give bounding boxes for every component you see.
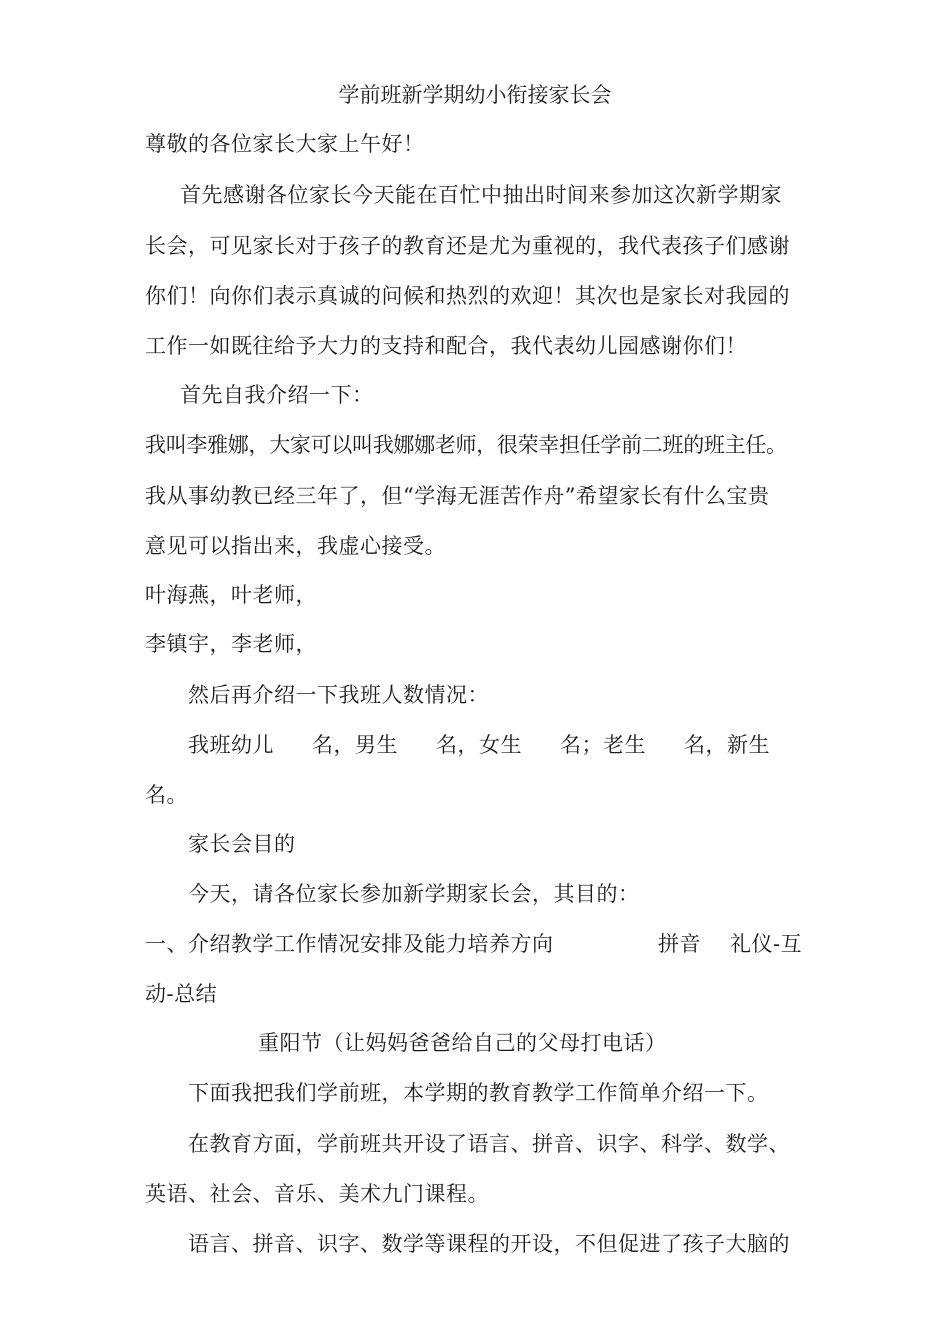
document-title: 学前班新学期幼小衔接家长会 xyxy=(338,83,612,107)
paragraph-1-line-4: 工作一如既往给予大力的支持和配合，我代表幼儿园感谢你们！ xyxy=(145,334,747,358)
intro-work-line: 下面我把我们学前班，本学期的教育教学工作简单介绍一下。 xyxy=(188,1081,769,1105)
item-1-etiquette: 礼仪-互 xyxy=(730,932,803,956)
language-line: 语言、拼音、识字、数学等课程的开设，不但促进了孩子大脑的 xyxy=(188,1232,790,1256)
paragraph-1-line-3: 你们！向你们表示真诚的问候和热烈的欢迎！其次也是家长对我园的 xyxy=(145,284,790,308)
paragraph-1-line-2: 长会，可见家长对于孩子的教育还是尤为重视的，我代表孩子们感谢 xyxy=(145,234,790,258)
class-count-part-4: 名；老生 xyxy=(560,733,646,757)
teacher-2: 李镇宇，李老师， xyxy=(145,632,317,656)
self-intro-line-2: 我从事幼教已经三年了，但“学海无涯苦作舟”希望家长有什么宝贵 xyxy=(145,484,770,508)
self-intro-line-1: 我叫李雅娜，大家可以叫我娜娜老师，很荣幸担任学前二班的班主任。 xyxy=(145,433,787,457)
teacher-1: 叶海燕，叶老师， xyxy=(145,583,317,607)
class-count-part-5: 名，新生 xyxy=(684,733,770,757)
festival-line: 重阳节（让妈妈爸爸给自己的父母打电话） xyxy=(258,1031,667,1055)
class-heading: 然后再介绍一下我班人数情况： xyxy=(188,683,489,707)
class-count-part-6: 名。 xyxy=(145,783,188,807)
self-intro-line-3: 意见可以指出来，我虚心接受。 xyxy=(145,534,446,558)
class-count-part-3: 名，女生 xyxy=(436,733,522,757)
item-1-text: 一、介绍教学工作情况安排及能力培养方向 xyxy=(145,932,554,956)
education-line-2: 英语、社会、音乐、美术九门课程。 xyxy=(145,1182,489,1206)
class-count-part-2: 名，男生 xyxy=(312,733,398,757)
item-1-pinyin: 拼音 xyxy=(658,932,701,956)
item-1-continuation: 动-总结 xyxy=(145,982,218,1006)
intro-heading: 首先自我介绍一下： xyxy=(180,383,374,407)
education-line-1: 在教育方面，学前班共开设了语言、拼音、识字、科学、数学、 xyxy=(188,1132,790,1156)
purpose-heading: 家长会目的 xyxy=(188,832,296,856)
purpose-intro: 今天，请各位家长参加新学期家长会，其目的： xyxy=(188,882,640,906)
greeting: 尊敬的各位家长大家上午好！ xyxy=(145,132,425,156)
paragraph-1-line-1: 首先感谢各位家长今天能在百忙中抽出时间来参加这次新学期家 xyxy=(180,183,782,207)
class-count-part-1: 我班幼儿 xyxy=(188,733,274,757)
